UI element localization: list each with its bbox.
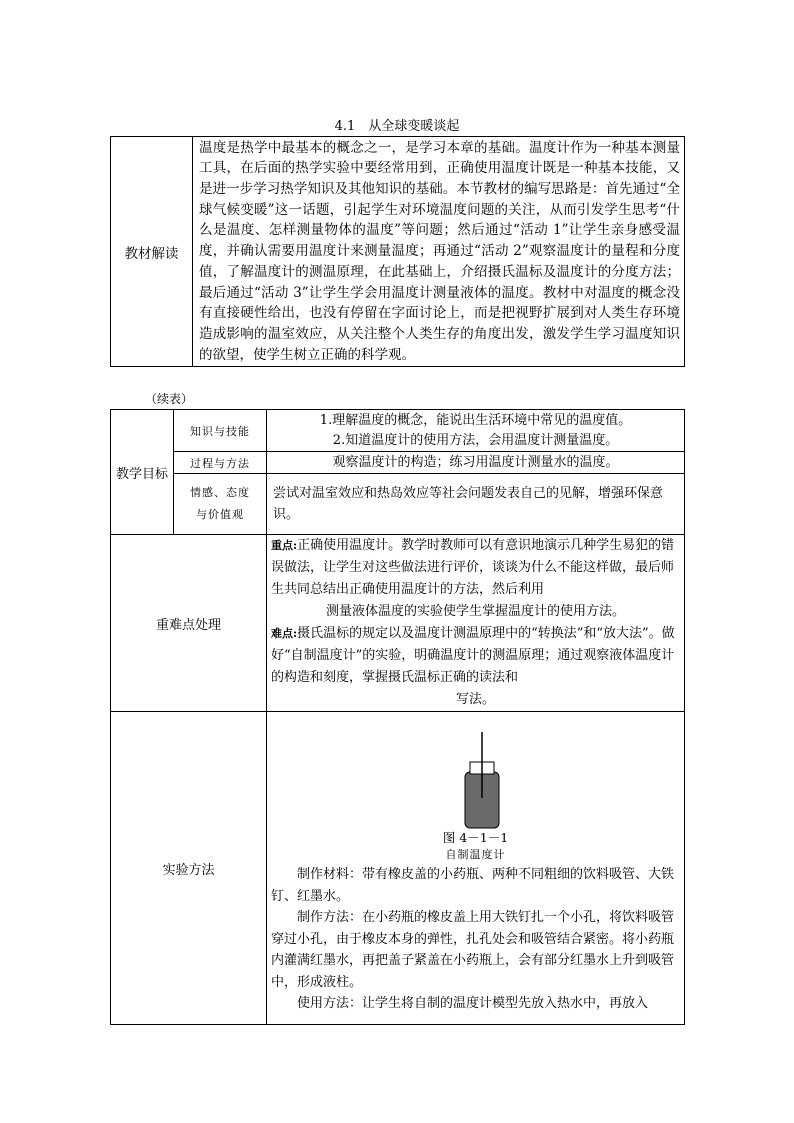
key-tail: 测量液体温度的实验使学生掌握温度计的使用方法。 bbox=[325, 604, 625, 619]
diff-tail: 写法。 bbox=[455, 692, 495, 707]
emotion-label-line1: 情感、态度 bbox=[190, 486, 250, 499]
homemade-thermometer-figure bbox=[451, 732, 501, 830]
knowledge-item-1: 1.理解温度的概念，能说出生活环境中常见的温度值。 bbox=[319, 412, 632, 428]
emotion-label-line2: 与价值观 bbox=[196, 508, 244, 521]
knowledge-text bbox=[267, 410, 685, 452]
reading-text: 温度是热学中最基本的概念之一，是学习本章的基础。温度计作为一种基本测量工具，在后面的热学实验中要经常用到，正确使用温度计既是一种基本技能，又是进一步学习热学知识及其他知识的基础。本节教材的编写思路是：首先通过“全球气候变暖”这一话题，引起学生对环境温度问题的关注，从而引发学生思考“什么是温度、怎样测量物体的温度”等问题；然后通过“活动 1”让学生亲身感受温度，并确认需要用温度计来测量温度；再通过“活动 2”观察温度计的量程和分度值，了解温度计的测温原理，在此基础上，介绍摄氏温标及温度计的分度方法；最后通过“活动 3”让学生学会用温度计测量液体的温度。教材中对温度的概念没有直接硬性给出，也没有停留在字面讨论上，而是把视野扩展到对人类生存环境造成影响的温室效应，从关注整个人类生存的角度出发，激发学生学习温度知识的欲望，使学生树立正确的科学观。 bbox=[193, 137, 685, 367]
diff-keyword: 难点: bbox=[271, 627, 298, 640]
plan-table bbox=[110, 409, 685, 1025]
experiment-label: 实验方法 bbox=[111, 712, 267, 1025]
figure-title: 图 4－1－1 bbox=[442, 830, 509, 845]
process-label: 过程与方法 bbox=[174, 452, 267, 474]
process-text: 观察温度计的构造；练习用温度计测量水的温度。 bbox=[267, 452, 685, 474]
reading-table bbox=[110, 136, 685, 367]
continued-label: （续表） bbox=[145, 392, 194, 406]
materials-text: 制作材料：带有橡皮盖的小药瓶、两种不同粗细的饮料吸管、大铁钉、红墨水。 bbox=[271, 867, 675, 904]
emotion-label bbox=[174, 474, 267, 535]
knowledge-item-2: 2.知道温度计的使用方法，会用温度计测量温度。 bbox=[332, 432, 619, 448]
reading-label: 教材解读 bbox=[111, 137, 193, 367]
emotion-text: 尝试对温室效应和热岛效应等社会问题发表自己的见解，增强环保意识。 bbox=[267, 474, 685, 535]
experiment-content bbox=[267, 712, 685, 1025]
difficult-point bbox=[271, 623, 680, 689]
method-text: 制作方法：在小药瓶的橡皮盖上用大铁钉扎一个小孔，将饮料吸管穿过小孔，由于橡皮本身的弹性，扎孔处会和吸管结合紧密。将小药瓶内灌满红墨水，再把盖子紧盖在小药瓶上，会有部分红墨水上升到吸管中，形成液柱。 bbox=[271, 910, 675, 990]
key-keyword: 重点: bbox=[271, 539, 298, 552]
section-title: 4.1 从全球变暖谈起 bbox=[334, 119, 460, 134]
keypoints-text bbox=[267, 535, 685, 712]
keypoints-label: 重难点处理 bbox=[111, 535, 267, 712]
goals-label: 教学目标 bbox=[111, 410, 174, 535]
knowledge-label: 知识与技能 bbox=[174, 410, 267, 452]
usage-text: 使用方法：让学生将自制的温度计模型先放入热水中，再放入 bbox=[297, 996, 649, 1011]
key-text: 正确使用温度计。教学时教师可以有意识地演示几种学生易犯的错误做法，让学生对这些做法进行评价，谈谈为什么不能这样做，最后师生共同总结出正确使用温度计的方法，然后利用 bbox=[271, 538, 675, 597]
figure bbox=[271, 732, 680, 830]
key-point bbox=[271, 535, 680, 601]
diff-text: 摄氏温标的规定以及温度计测温原理中的“转换法”和“放大法”。做好“自制温度计”的实验，明确温度计的测温原理；通过观察液体温度计的构造和刻度，掌握摄氏温标正确的读法和 bbox=[271, 626, 675, 685]
figure-caption: 自制温度计 bbox=[445, 848, 506, 861]
